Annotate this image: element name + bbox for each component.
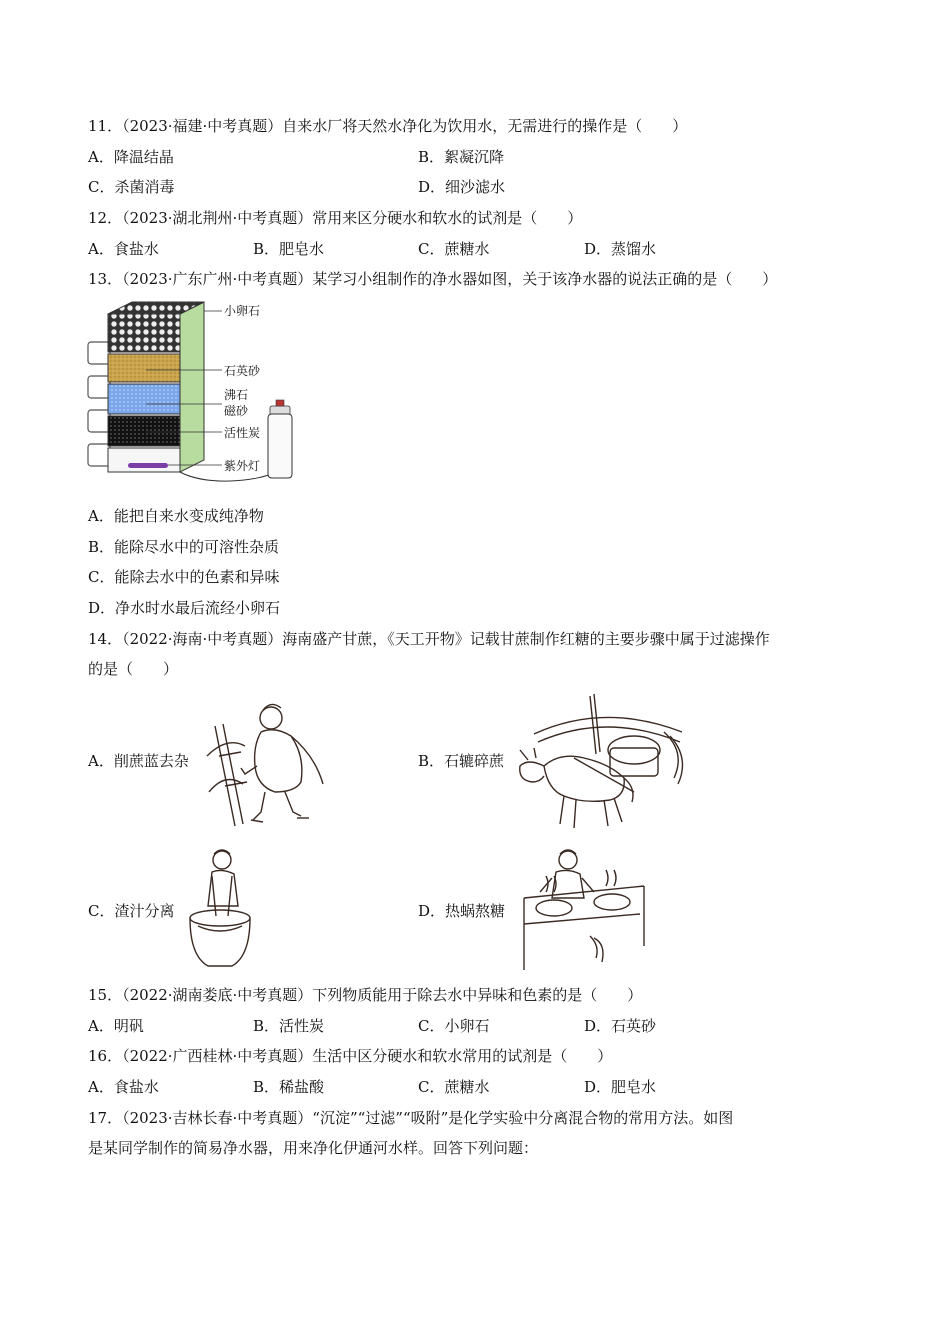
question-17-stem-line2: 是某同学制作的简易净水器，用来净化伊通河水样。回答下列问题： [88,1139,539,1157]
question-11-options-row2 [88,176,868,198]
question-14-option-a[interactable]: A．削蔗蓝去杂 [88,752,189,770]
question-15-stem: 15．（2022·湖南娄底·中考真题）下列物质能用于除去水中异味和色素的是（ ） [88,986,643,1004]
question-11-option-b[interactable]: B．絮凝沉降 [418,148,505,166]
cutting-cane-drawing [205,696,335,830]
question-12-stem: 12．（2023·湖北荆州·中考真题）常用来区分硬水和软水的试剂是（ ） [88,209,583,227]
question-14-stem-line2: 的是（ ） [88,660,179,678]
boiling-sugar-drawing [520,846,646,972]
question-14-option-c[interactable]: C．渣汁分离 [88,902,175,920]
label-uv-lamp: 紫外灯 [224,459,261,473]
question-15-option-a[interactable]: A．明矾 [88,1017,144,1035]
question-11-option-d[interactable]: D．细沙滤水 [418,178,506,196]
question-15-options [88,1015,868,1037]
question-13-option-a[interactable]: A．能把自来水变成纯净物 [88,507,264,525]
illustration-boiling-sugar [520,846,646,972]
question-11-option-a[interactable]: A．降温结晶 [88,148,174,166]
question-16-option-d[interactable]: D．肥皂水 [584,1078,657,1096]
question-13-stem: 13．（2023·广东广州·中考真题）某学习小组制作的净水器如图，关于该净水器的说法正确的是（ ） [88,270,778,288]
question-14-option-b[interactable]: B．石辘碎蔗 [418,752,505,770]
question-12-options [88,238,868,260]
question-16-option-a[interactable]: A．食盐水 [88,1078,159,1096]
question-17-stem-line1: 17．（2023·吉林长春·中考真题）“沉淀”“过滤”“吸附”是化学实验中分离混合物的常用方法。如图 [88,1109,734,1127]
question-13-option-d[interactable]: D．净水时水最后流经小卵石 [88,599,281,617]
label-pebbles: 小卵石 [224,304,261,318]
question-16-options [88,1076,868,1098]
illustration-cutting-cane [205,696,335,830]
question-13-option-b[interactable]: B．能除尽水中的可溶性杂质 [88,538,280,556]
question-16-option-b[interactable]: B．稀盐酸 [253,1078,325,1096]
water-purifier-figure [86,296,306,488]
question-12-option-c[interactable]: C．蔗糖水 [418,240,490,258]
question-15-option-b[interactable]: B．活性炭 [253,1017,325,1035]
water-purifier-diagram [86,296,306,488]
illustration-juice-separation [186,846,252,972]
label-magnetic-sand: 磁砂 [224,404,249,418]
juice-separation-drawing [186,846,252,972]
question-16-option-c[interactable]: C．蔗糖水 [418,1078,490,1096]
question-12-option-b[interactable]: B．肥皂水 [253,240,325,258]
label-quartz-sand: 石英砂 [224,364,261,378]
question-11-stem: 11．（2023·福建·中考真题）自来水厂将天然水净化为饮用水，无需进行的操作是（ ） [88,117,688,135]
label-activated-carbon: 活性炭 [224,426,261,440]
question-16-stem: 16．（2022·广西桂林·中考真题）生活中区分硬水和软水常用的试剂是（ ） [88,1047,613,1065]
question-13-option-c[interactable]: C．能除去水中的色素和异味 [88,568,280,586]
illustration-ox-mill [514,692,690,834]
ox-mill-drawing [514,692,690,834]
question-12-option-a[interactable]: A．食盐水 [88,240,159,258]
question-15-option-d[interactable]: D．石英砂 [584,1017,657,1035]
label-zeolite: 沸石 [224,388,249,402]
question-15-option-c[interactable]: C．小卵石 [418,1017,490,1035]
question-11-option-c[interactable]: C．杀菌消毒 [88,178,175,196]
question-11-options-row1 [88,146,868,168]
question-12-option-d[interactable]: D．蒸馏水 [584,240,657,258]
question-14-option-d[interactable]: D．热蜗熬糖 [418,902,506,920]
question-14-stem-line1: 14．（2022·海南·中考真题）海南盛产甘蔗，《天工开物》记载甘蔗制作红糖的主要步骤中属于过滤操作 [88,630,770,648]
